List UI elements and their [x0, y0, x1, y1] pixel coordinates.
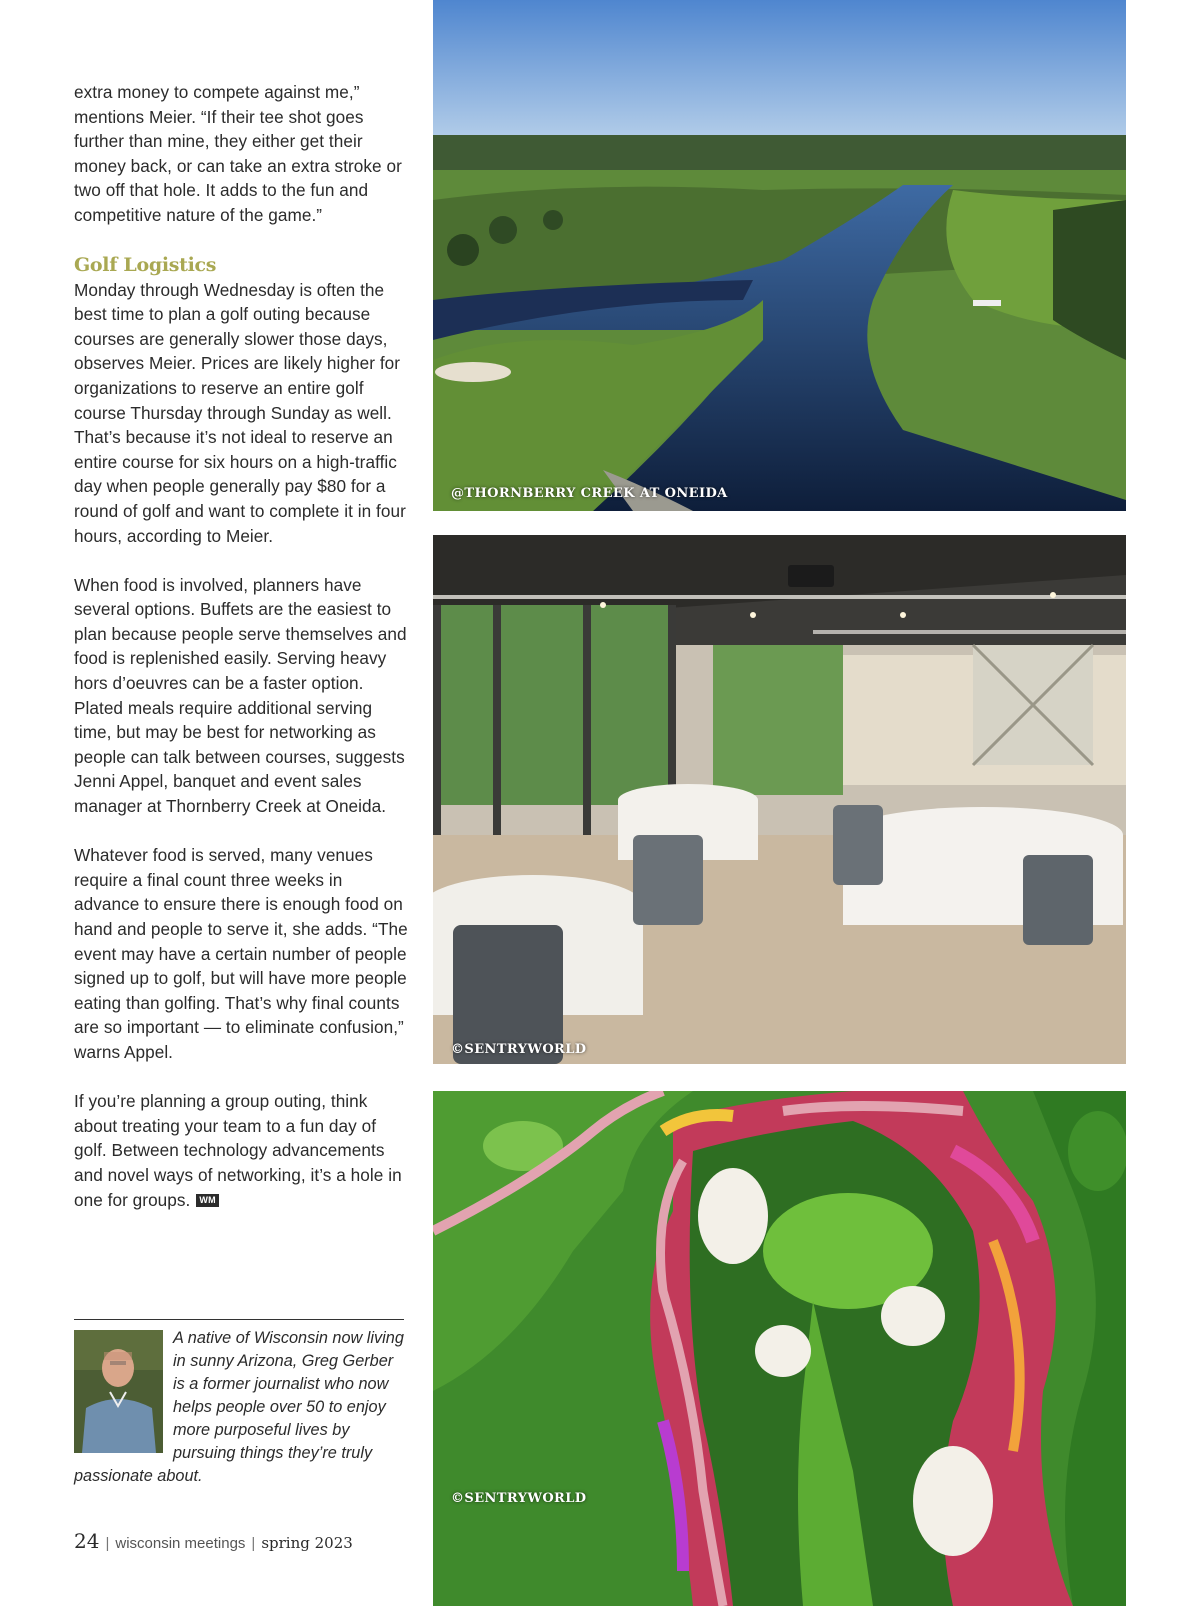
- paragraph-2: When food is involved, planners have several options. Buffets are the easiest to plan because people serve themselves and food is replenished easily. Serving heavy hors d’oeuvres can be a faster option. Plated meals require additional serving time, but may be best for networking as people can talk between courses, suggests Jenni Appel, banquet and event sales manager at Thornberry Creek at Oneida.: [74, 574, 407, 817]
- author-photo: [74, 1330, 163, 1453]
- issue-name: spring 2023: [261, 1534, 353, 1552]
- photo-credit-top: @THORNBERRY CREEK AT ONEIDA: [451, 486, 728, 501]
- author-bio: [74, 1327, 404, 1488]
- page-footer: [74, 1529, 414, 1553]
- publication-name: wisconsin meetings: [115, 1535, 246, 1552]
- footer-separator-1: |: [105, 1535, 110, 1552]
- end-mark-badge: WM: [196, 1194, 219, 1207]
- photo-credit-bottom: ©SENTRYWORLD: [451, 1491, 587, 1506]
- paragraph-1: Monday through Wednesday is often the best time to plan a golf outing because courses are generally slower those days, observes Meier. Prices are likely higher for organizations to reserve an entire golf course Thursday through Sunday as well. That’s because it’s not ideal to reserve an entire course for six hours on a high-traffic day when people generally pay $80 for a round of golf and want to complete it in four hours, according to Meier.: [74, 279, 406, 546]
- bio-text: A native of Wisconsin now living in sunny Arizona, Greg Gerber is a former journalist who now helps people over 50 to enjoy more purposeful lives by pursuing things they’re truly passionate about.: [74, 1329, 404, 1485]
- photo-credit-middle: ©SENTRYWORLD: [451, 1042, 587, 1057]
- footer-separator-2: |: [251, 1535, 256, 1552]
- bio-divider: [74, 1319, 404, 1320]
- paragraph-4: [74, 1089, 410, 1212]
- photo-banquet-room: [433, 535, 1126, 1064]
- article-column: [74, 80, 410, 1212]
- section-heading: Golf Logistics: [74, 253, 217, 276]
- paragraph-3: Whatever food is served, many venues require a final count three weeks in advance to ensure there is enough food on hand and people to serve it, she adds. “The event may have a certain number of people signed up to golf, but will have more people eating than golfing. That’s why final counts are so important — to eliminate confusion,” warns Appel.: [74, 845, 408, 1062]
- photo-sentryworld-green: [433, 1091, 1126, 1606]
- page-number: 24: [74, 1529, 100, 1553]
- intro-paragraph: extra money to compete against me,” mentions Meier. “If their tee shot goes further than mine, they either get their money back, or can take an extra stroke or two off that hole. It adds to the fun and competitive nature of the game.”: [74, 82, 402, 225]
- photo-thornberry-aerial: [433, 0, 1126, 511]
- paragraph-4-text: If you’re planning a group outing, think about treating your team to a fun day of golf. Between technology advancements and novel ways of networking, it’s a hole in one for groups.: [74, 1091, 402, 1210]
